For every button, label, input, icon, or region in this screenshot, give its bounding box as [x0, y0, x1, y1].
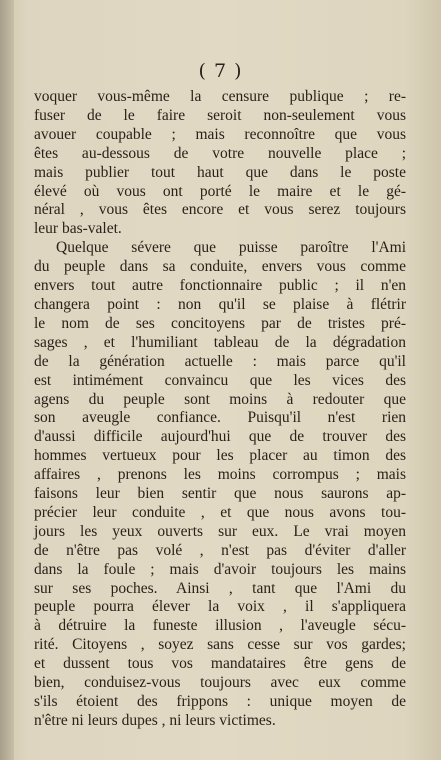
text-line: envers tout autre fonctionnaire public ; il n'en: [34, 277, 406, 295]
text-line: le nom de ses concitoyens par de tristes pré-: [34, 314, 406, 332]
text-line: dans la foule ; mais d'avoir toujours les mains: [34, 560, 406, 578]
text-line: sur ses poches. Ainsi , tant que l'Ami du: [34, 579, 406, 597]
text-line: êtes au-dessous de votre nouvelle place ;: [34, 144, 406, 162]
text-line: agens du peuple sont moins à redouter que: [34, 390, 406, 408]
text-line: fuser de le faire seroit non-seulement vous: [34, 106, 406, 124]
text-line: néral , vous êtes encore et vous serez toujours: [34, 201, 406, 219]
text-line: bien, conduisez-vous toujours avec eux comme: [34, 674, 406, 692]
text-line: Quelque sévere que puisse paroître l'Ami: [56, 239, 406, 257]
text-line: voquer vous-même la censure publique ; re-: [34, 88, 406, 105]
page-spine-shadow: [0, 0, 14, 760]
text-line: est intimément convaincu que les vices des: [34, 371, 406, 389]
text-line: d'aussi difficile aujourd'hui que de trouver des: [34, 428, 406, 446]
text-line: jours les yeux ouverts sur eux. Le vrai moyen: [34, 522, 406, 540]
text-line: de n'être pas volé , n'est pas d'éviter d'aller: [34, 541, 406, 559]
text-line: élevé où vous ont porté le maire et le gé-: [34, 182, 406, 200]
text-line: rité. Citoyens , soyez sans cesse sur vos gardes;: [34, 636, 406, 654]
paragraph: [34, 88, 406, 239]
text-line: s'ils étoient des frippons : unique moyen de: [34, 693, 406, 710]
text-line: changera point : non qu'il se plaise à flétrir: [34, 295, 406, 313]
text-line: avouer coupable ; mais reconnoître que vous: [34, 125, 406, 143]
text-line: affaires , prenons les moins corrompus ; mais: [34, 466, 406, 484]
text-line: sages , et l'humiliant tableau de la dégradation: [34, 333, 406, 351]
text-line: son aveugle confiance. Puisqu'il n'est rien: [34, 409, 406, 427]
text-line: leur bas-valet.: [34, 220, 122, 238]
text-line: à détruire la funeste illusion , l'aveugle sécu-: [34, 617, 406, 635]
text-line: et dussent tous vos mandataires être gens de: [34, 655, 406, 673]
text-line: peuple pourra élever la voix , il s'appliquera: [34, 598, 406, 616]
page-number: ( 7 ): [198, 60, 243, 82]
text-line: hommes vertueux pour les placer au timon des: [34, 447, 406, 465]
text-line: mais publier tout haut que dans le poste: [34, 163, 406, 181]
text-line: de la génération actuelle : mais parce qu'il: [34, 352, 406, 370]
paragraph: [34, 239, 406, 731]
body-text: [34, 88, 406, 731]
text-line: faisons leur bien sentir que nous saurons ap-: [34, 485, 406, 503]
text-line: n'être ni leurs dupes , ni leurs victimes.: [34, 711, 276, 729]
text-line: précier leur conduite , et que nous avons tou-: [34, 503, 406, 521]
text-line: du peuple dans sa conduite, envers vous comme: [34, 258, 406, 276]
